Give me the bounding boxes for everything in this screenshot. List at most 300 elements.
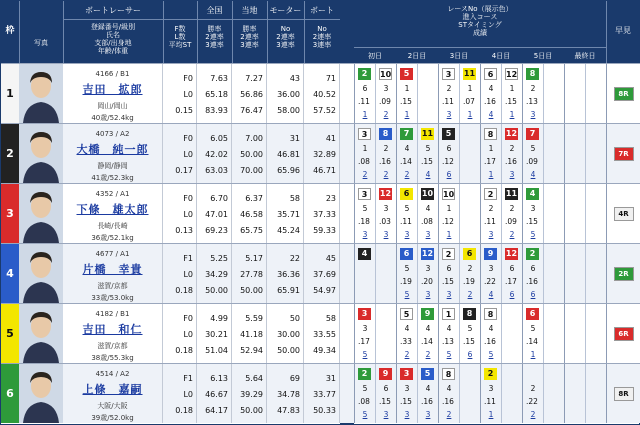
racer-branch: 大阪/大阪 [97,402,128,410]
race-number-box: 6 [400,188,413,200]
entry-course: 3 [425,264,431,273]
zenkoku-value-3: 50.00 [205,286,228,295]
st-timing: .22 [526,397,538,406]
boat-value-2: 32.89 [313,150,336,159]
st-timing: .16 [421,397,433,406]
race-number-box: 5 [400,308,413,320]
racer-info [63,64,163,123]
header-pick: 早見 [615,26,631,35]
race-number-box: 7 [400,128,413,140]
st-timing: .15 [400,97,412,106]
result-link[interactable]: 1 [362,110,368,119]
hdr-tou-3: 3連率 [240,41,259,49]
touchi-value-2: 27.78 [240,270,263,279]
boat-value-1: 23 [325,194,336,203]
motor-value-3: 50.00 [277,346,300,355]
entry-course: 3 [530,204,536,213]
race-number-box: 10 [421,189,434,198]
racer-photo [19,364,63,423]
fls-stats [163,64,197,123]
st-timing: .08 [421,217,433,226]
racer-info [63,304,163,363]
boat-value-1: 41 [325,134,336,143]
race-number-box: 12 [505,249,518,258]
racer-branch: 静岡/静岡 [97,162,128,170]
boat-stats [304,64,340,123]
boat-stats [304,184,340,243]
result-link[interactable]: 2 [425,350,431,359]
result-link[interactable]: 4 [488,290,494,299]
result-link[interactable]: 2 [404,170,410,179]
race-number-box: 8 [484,128,497,140]
racer-age-weight: 39歳/52.0kg [91,414,134,422]
entry-course: 6 [446,144,452,153]
entry-course: 5 [362,204,368,213]
header-motor: モーター [269,6,302,15]
fls-value-3: 0.17 [175,166,193,175]
result-link[interactable]: 3 [404,230,410,239]
boat-stats [304,304,340,363]
header-touchi: 当地 [241,6,258,15]
touchi-stats [232,244,267,303]
result-link[interactable]: 5 [446,350,452,359]
racer-row [1,363,640,423]
boat-value-1: 71 [325,74,336,83]
racer-row [1,243,640,303]
fls-value-1: F0 [183,74,193,83]
st-timing: .08 [358,397,370,406]
motor-value-1: 69 [289,374,300,383]
race-number-box: 2 [484,188,497,200]
fls-value-2: L0 [183,270,193,279]
touchi-stats [232,64,267,123]
touchi-stats [232,364,267,423]
st-timing: .18 [358,217,370,226]
motor-value-2: 36.00 [277,90,300,99]
pick-race-button[interactable]: 8R [614,87,634,101]
entry-course: 1 [404,84,410,93]
st-timing: .11 [400,217,412,226]
boat-value-2: 40.52 [313,90,336,99]
boat-value-3: 46.71 [313,166,336,175]
fls-stats [163,124,197,183]
hdr-l: L数 [174,33,186,41]
zenkoku-value-1: 6.70 [210,194,228,203]
fls-value-2: L0 [183,150,193,159]
race-number-box: 7 [526,128,539,140]
race-number-box: 9 [421,308,434,320]
entry-course: 4 [446,384,452,393]
race-number-box: 10 [443,190,455,199]
motor-value-1: 43 [289,74,300,83]
fls-value-1: F1 [183,374,193,383]
boat-stats [304,124,340,183]
result-link[interactable]: 6 [467,350,473,359]
boat-stats [304,244,340,303]
st-timing: .16 [484,97,496,106]
motor-value-2: 34.78 [277,390,300,399]
entry-course: 4 [488,324,494,333]
touchi-value-2: 56.86 [240,90,263,99]
result-link[interactable]: 1 [467,110,473,119]
touchi-stats [232,304,267,363]
result-link[interactable]: 3 [425,290,431,299]
race-number-box: 8 [463,308,476,320]
hdr-age: 年齢/体重 [97,47,129,55]
racer-name-link[interactable]: 吉田 拡郎 [82,83,143,96]
racer-reg: 4514 / A2 [95,370,130,378]
hdr-series-race: レースNo（展示色） [447,5,513,13]
st-timing: .15 [400,397,412,406]
entry-course: 5 [530,324,536,333]
result-link[interactable]: 2 [530,410,536,419]
motor-value-2: 46.81 [277,150,300,159]
motor-value-2: 35.71 [277,210,300,219]
st-timing: .12 [442,217,454,226]
racer-branch: 岡山/岡山 [97,102,128,110]
header-day-4: 4日目 [491,52,511,60]
st-timing: .15 [379,397,391,406]
race-number-box: 8 [484,308,497,320]
result-link[interactable]: 3 [383,230,389,239]
header-series-title [354,5,606,37]
series-results [354,64,606,123]
touchi-value-1: 7.27 [245,74,263,83]
boat-value-1: 45 [325,254,336,263]
motor-value-3: 58.00 [277,106,300,115]
race-number-box: 11 [421,129,434,138]
entry-course: 4 [425,384,431,393]
pick-race-button[interactable]: 4R [614,207,634,221]
st-timing: .15 [421,157,433,166]
hdr-tou-2: 2連率 [240,33,259,41]
fls-value-2: L0 [183,210,193,219]
touchi-value-3: 50.00 [240,406,263,415]
zenkoku-stats [197,184,232,243]
entry-course: 4 [488,84,494,93]
zenkoku-stats [197,304,232,363]
st-timing: .15 [526,217,538,226]
entry-course: 1 [362,144,368,153]
result-link[interactable]: 3 [509,170,515,179]
st-timing: .14 [526,337,538,346]
boat-value-3: 50.33 [313,406,336,415]
result-link[interactable]: 4 [530,170,536,179]
race-number-box: 3 [358,128,371,140]
st-timing: .17 [358,337,370,346]
racer-photo [19,304,63,363]
result-link[interactable]: 3 [488,230,494,239]
result-link[interactable]: 3 [383,410,389,419]
result-link[interactable]: 2 [383,170,389,179]
result-link[interactable]: 2 [509,230,515,239]
st-timing: .14 [400,157,412,166]
st-timing: .15 [442,277,454,286]
boat-value-3: 57.52 [313,106,336,115]
race-number-box: 6 [526,308,539,320]
frame-number: 2 [1,124,19,183]
racer-age-weight: 36歳/52.1kg [91,234,134,242]
quick-pick [606,364,640,423]
result-link[interactable]: 6 [446,170,452,179]
race-number-box: 11 [505,189,518,198]
series-results [354,124,606,183]
entry-course: 3 [404,384,410,393]
hdr-boa-no: No [317,25,327,33]
hdr-mot-2: 2連率 [276,33,295,41]
result-link[interactable]: 6 [509,290,515,299]
motor-value-1: 58 [289,194,300,203]
racer-name-link[interactable]: 上條 嘉嗣 [82,383,143,396]
hdr-tou-win: 勝率 [242,25,257,33]
header-boa-fields [304,25,340,49]
result-link[interactable]: 5 [362,350,368,359]
entry-course: 6 [530,264,536,273]
zenkoku-value-2: 47.01 [205,210,228,219]
result-link[interactable]: 3 [404,410,410,419]
entry-course: 1 [467,84,473,93]
race-number-box: 10 [380,70,392,79]
st-timing: .17 [484,157,496,166]
entry-course: 2 [509,204,515,213]
racer-name-link[interactable]: 吉田 和仁 [82,323,143,336]
zenkoku-stats [197,124,232,183]
st-timing: .13 [442,337,454,346]
result-link[interactable]: 2 [467,290,473,299]
touchi-value-1: 5.64 [245,374,263,383]
zenkoku-value-2: 65.18 [205,90,228,99]
fls-value-3: 0.18 [175,346,193,355]
racer-name-link[interactable]: 大橋 純一郎 [76,143,149,156]
zenkoku-value-2: 34.29 [205,270,228,279]
header-frame: 枠 [5,26,15,36]
entry-course: 5 [425,144,431,153]
touchi-value-2: 41.18 [240,330,263,339]
hdr-series-course: 進入コース [462,13,498,21]
entry-course: 2 [467,264,473,273]
zenkoku-value-2: 42.02 [205,150,228,159]
race-number-box: 12 [379,189,392,198]
fls-stats [163,304,197,363]
motor-stats [267,364,304,423]
header-tou-fields [232,25,267,49]
st-timing: .19 [463,277,475,286]
result-link[interactable]: 2 [362,170,368,179]
racer-info [63,124,163,183]
result-link[interactable]: 1 [530,350,536,359]
fls-value-3: 0.15 [175,106,193,115]
race-number-box: 4 [526,188,539,200]
st-timing: .11 [484,397,496,406]
st-timing: .09 [379,97,391,106]
result-link[interactable]: 3 [530,110,536,119]
touchi-value-3: 50.00 [240,286,263,295]
result-link[interactable]: 3 [425,230,431,239]
entry-course: 2 [488,204,494,213]
result-link[interactable]: 5 [362,410,368,419]
racer-branch: 滋賀/京都 [97,282,128,290]
result-link[interactable]: 3 [425,410,431,419]
racer-reg: 4677 / A1 [95,250,130,258]
result-link[interactable]: 1 [404,110,410,119]
zenkoku-value-1: 6.05 [210,134,228,143]
pick-race-button[interactable]: 6R [614,327,634,341]
quick-pick [606,64,640,123]
race-number-box: 4 [358,248,371,260]
entry-course: 5 [467,324,473,333]
result-link[interactable]: 2 [446,410,452,419]
entry-course: 3 [383,84,389,93]
frame-number: 6 [1,364,19,423]
header-racer-fields [63,23,163,55]
racer-info [63,364,163,423]
boat-value-2: 33.77 [313,390,336,399]
hdr-reg: 登録番号/級別 [90,23,136,31]
frame-number: 3 [1,184,19,243]
touchi-value-2: 50.00 [240,150,263,159]
result-link[interactable]: 5 [530,230,536,239]
fls-value-1: F0 [183,134,193,143]
fls-value-2: L0 [183,90,193,99]
fls-stats [163,364,197,423]
series-results [354,244,606,303]
result-link[interactable]: 3 [446,290,452,299]
touchi-stats [232,124,267,183]
zenkoku-value-3: 69.23 [205,226,228,235]
fls-value-3: 0.18 [175,406,193,415]
result-link[interactable]: 3 [362,230,368,239]
motor-value-3: 47.83 [277,406,300,415]
series-results [354,304,606,363]
fls-value-3: 0.18 [175,286,193,295]
race-number-box: 2 [358,368,371,380]
st-timing: .09 [505,217,517,226]
header-day-2: 2日目 [407,52,427,60]
entry-course: 2 [509,144,515,153]
result-link[interactable]: 1 [488,170,494,179]
race-number-box: 3 [358,308,371,320]
frame-number: 5 [1,304,19,363]
hdr-st: 平均ST [168,41,192,49]
st-timing: .11 [358,97,370,106]
result-link[interactable]: 4 [488,110,494,119]
entry-course: 5 [362,384,368,393]
racer-photo [19,64,63,123]
racer-info [63,244,163,303]
result-link[interactable]: 1 [488,410,494,419]
boat-value-2: 37.33 [313,210,336,219]
zenkoku-value-2: 30.21 [205,330,228,339]
result-link[interactable]: 1 [446,230,452,239]
pick-race-button[interactable]: 2R [614,267,634,281]
result-link[interactable]: 5 [488,350,494,359]
race-number-box: 6 [463,248,476,260]
st-timing: .17 [505,277,517,286]
race-number-box: 8 [526,68,539,80]
entry-course: 5 [404,264,410,273]
boat-value-1: 58 [325,314,336,323]
header-boat: ボート [310,6,334,15]
result-link[interactable]: 2 [404,350,410,359]
result-link[interactable]: 5 [404,290,410,299]
zenkoku-stats [197,244,232,303]
hdr-zen-win: 勝率 [207,25,222,33]
header-mot-fields [267,25,304,49]
racer-row [1,123,640,183]
hdr-zen-2: 2連率 [205,33,224,41]
fls-value-1: F1 [183,254,193,263]
race-number-box: 3 [358,188,371,200]
hdr-zen-3: 3連率 [205,41,224,49]
header-day-5: 5日目 [533,52,553,60]
result-link[interactable]: 2 [383,110,389,119]
entry-course: 3 [383,204,389,213]
frame-number: 1 [1,64,19,123]
zenkoku-value-3: 83.93 [205,106,228,115]
motor-value-2: 36.36 [277,270,300,279]
zenkoku-stats [197,364,232,423]
pick-race-button[interactable]: 8R [614,387,634,401]
race-number-box: 3 [442,68,455,80]
boat-value-3: 54.97 [313,286,336,295]
boat-stats [304,364,340,423]
racer-name-link[interactable]: 下條 雄太郎 [76,203,149,216]
boat-value-3: 59.33 [313,226,336,235]
result-link[interactable]: 1 [509,110,515,119]
touchi-value-3: 52.94 [240,346,263,355]
entry-course: 2 [383,144,389,153]
fls-value-2: L0 [183,390,193,399]
st-timing: .11 [484,217,496,226]
hdr-series-result: 成績 [473,29,487,37]
st-timing: .12 [442,157,454,166]
frame-number: 4 [1,244,19,303]
race-number-box: 8 [442,368,455,380]
result-link[interactable]: 4 [425,170,431,179]
boat-value-1: 31 [325,374,336,383]
touchi-value-1: 5.17 [245,254,263,263]
touchi-value-3: 70.00 [240,166,263,175]
pick-race-button[interactable]: 7R [614,147,634,161]
st-timing: .07 [463,97,475,106]
zenkoku-value-3: 64.17 [205,406,228,415]
race-number-box: 5 [421,368,434,380]
result-link[interactable]: 6 [530,290,536,299]
entry-course: 1 [488,144,494,153]
race-number-box: 12 [505,129,518,138]
hdr-boa-2: 2連率 [312,33,332,41]
header-racer: ボートレーサー [85,6,141,15]
entry-course: 6 [509,264,515,273]
result-link[interactable]: 3 [446,110,452,119]
entry-course: 4 [446,324,452,333]
entry-course: 2 [446,84,452,93]
quick-pick [606,244,640,303]
st-timing: .15 [463,337,475,346]
st-timing: .09 [526,157,538,166]
motor-value-3: 45.24 [277,226,300,235]
zenkoku-value-1: 5.25 [210,254,228,263]
racer-row [1,303,640,363]
st-timing: .16 [505,157,517,166]
fls-value-1: F0 [183,194,193,203]
racer-name-link[interactable]: 片橋 幸貴 [82,263,143,276]
entry-course: 4 [425,324,431,333]
motor-value-1: 22 [289,254,300,263]
touchi-value-1: 7.00 [245,134,263,143]
zenkoku-stats [197,64,232,123]
entry-course: 6 [383,384,389,393]
